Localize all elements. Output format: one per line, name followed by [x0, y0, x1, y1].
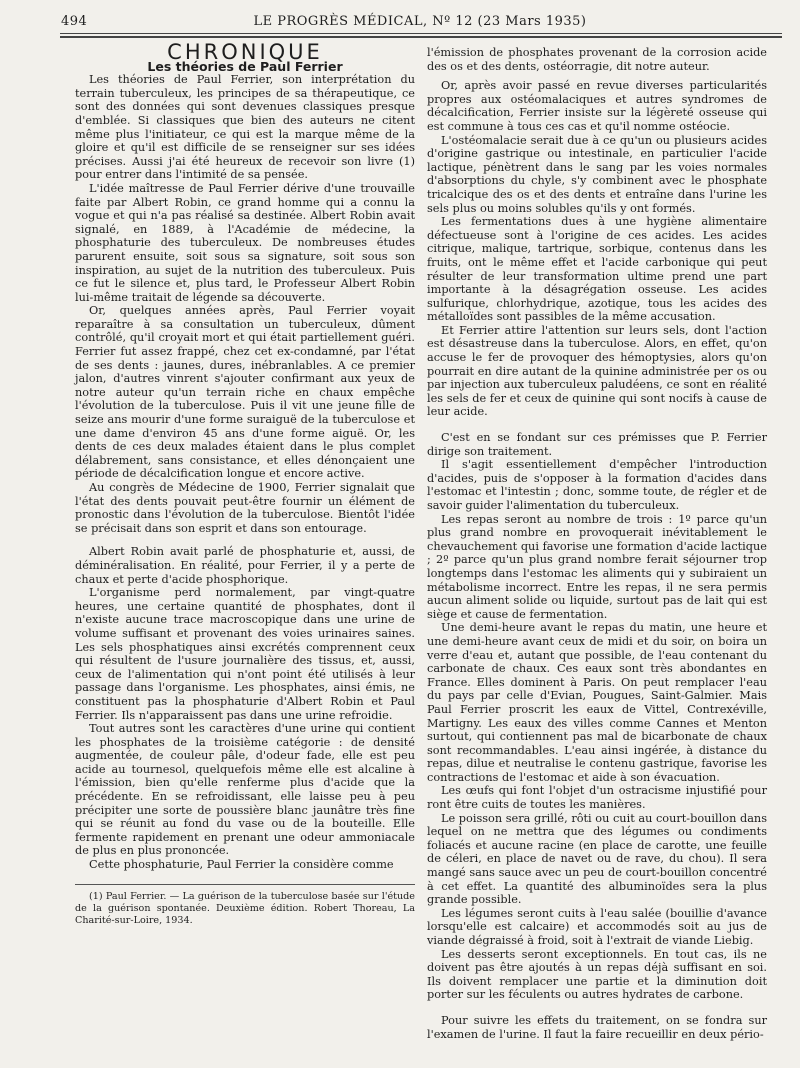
page-number: 494: [61, 14, 88, 29]
paragraph: Or, quelques années après, Paul Ferrier voyait reparaître à sa consultation un tuberculeux, dûment contrôlé, qu'il croyait mort et qui était partiellement guéri. Ferrier fut assez frappé, chez cet ex-condamné, par l'état de ses dents : jaunes, dures, inébranlables. A ce premier jalon, d'autres vinrent s'ajouter confirmant aux yeux de notre auteur qu'un terrain riche en chaux empêche l'évolution de la tuberculose. Puis il vit une jeune fille de seize ans mourir d'une forme suraiguë de la tuberculose et une dame d'environ 45 ans d'une forme aiguë. Or, les dents de ces deux malades étaient dans le plus complet délabrement, sans consistance, et elles dénonçaient une période de décalcification longue et encore active.: [75, 304, 415, 481]
paragraph: C'est en se fondant sur ces prémisses que P. Ferrier dirige son traitement.: [427, 431, 767, 458]
right-column: [427, 46, 767, 1041]
paragraph: Les théories de Paul Ferrier, son interprétation du terrain tuberculeux, les principes de sa thérapeutique, ce sont des données qui sont devenues classiques presque d'emblée. Si classiques que bien des auteurs ne citent même plus l'initiateur, ce qui est la marque même de la gloire et qu'il est difficile de se renseigner sur ses idées précises. Aussi j'ai été heureux de recevoir son livre (1) pour entrer dans l'intimité de sa pensée.: [75, 73, 415, 182]
header-rule-thick: [60, 36, 782, 38]
paragraph: L'organisme perd normalement, par vingt-quatre heures, une certaine quantité de phosphates, dont il n'existe aucune trace macroscopique dans une urine de volume suffisant et provenant des voies urinaires saines. Les sels phosphatiques ainsi excrétés comprennent ceux qui résultent de l'usure journalière des tissus, et, aussi, ceux de l'alimentation qui n'ont point été utilisés à leur passage dans l'organisme. Les phosphates, ainsi émis, ne constituent pas la phosphaturie d'Albert Robin et Paul Ferrier. Ils n'apparaissent pas dans une urine refroidie.: [75, 586, 415, 722]
paragraph: Tout autres sont les caractères d'une urine qui contient les phosphates de la troisième catégorie : de densité augmentée, de couleur pâle, d'odeur fade, elle est peu acide au tournesol, quelquefois même elle est alcaline à l'émission, bien qu'elle renferme plus d'acide que la précédente. En se refroidissant, elle laisse peu à peu précipiter une sorte de poussière blanc jaunâtre très fine qui se réunit au fond du vase ou de la bouteille. Elle fermente rapidement en prenant une odeur ammoniacale de plus en plus prononcée.: [75, 722, 415, 858]
paragraph-gap: [427, 1002, 767, 1014]
section-heading: CHRONIQUE: [167, 40, 323, 64]
paragraph: Les œufs qui font l'objet d'un ostracisme injustifié pour ront être cuits de toutes les manières.: [427, 784, 767, 812]
footnote-rule: [75, 884, 415, 885]
paragraph: Au congrès de Médecine de 1900, Ferrier signalait que l'état des dents pouvait peut-être fournir un élément de pronostic dans l'évolution de la tuberculose. Bientôt l'idée se précisait dans son esprit et dans son entourage.: [75, 481, 415, 535]
paragraph: Albert Robin avait parlé de phosphaturie et, aussi, de déminéralisation. En réalité, pour Ferrier, il y a perte de chaux et perte d'acide phosphorique.: [75, 545, 415, 586]
paragraph: Les légumes seront cuits à l'eau salée (bouillie d'avance lorsqu'elle est calcaire) et accommodés soit au jus de viande dégraissé à froid, soit à l'extrait de viande Liebig.: [427, 906, 767, 947]
paragraph: Pour suivre les effets du traitement, on se fondra sur l'examen de l'urine. Il faut la faire recueillir en deux pério-: [427, 1013, 767, 1041]
paragraph: Les repas seront au nombre de trois : 1º parce qu'un plus grand nombre en provoquerait inévitablement le chevauchement qui favorise une formation d'acide lactique ; 2º parce qu'un plus grand nombre ferait séjourner trop longtemps dans l'estomac les aliments qui y subiraient un métabolisme incorrect. Entre les repas, il ne sera permis aucun aliment solide ou liquide, surtout pas de lait qui est siège et cause de fermentation.: [427, 512, 767, 621]
journal-title: LE PROGRÈS MÉDICAL, Nº 12 (23 Mars 1935): [253, 14, 587, 29]
article-title: Les théories de Paul Ferrier: [147, 58, 343, 74]
paragraph: Le poisson sera grillé, rôti ou cuit au court-bouillon dans lequel on ne mettra que des légumes ou condiments foliacés et aucune racine (en place de carotte, une feuille de céleri, en place de navet ou de rave, du chou). Il sera mangé sans sauce avec un peu de court-bouillon concentré à cet effet. La quantité des albuminoïdes sera la plus grande possible.: [427, 811, 767, 907]
footnote: (1) Paul Ferrier. — La guérison de la tuberculose basée sur l'étude de la guérison spontanée. Deuxième édition. Robert Thoreau, La Charité-sur-Loire, 1934.: [75, 890, 415, 926]
paragraph: l'émission de phosphates provenant de la corrosion acide des os et des dents, ostéorragie, dit notre auteur.: [427, 46, 767, 73]
paragraph: L'idée maîtresse de Paul Ferrier dérive d'une trouvaille faite par Albert Robin, ce grand homme qui a connu la vogue et qui n'a pas réalisé sa destinée. Albert Robin avait signalé, en 1889, à l'Académie de médecine, la phosphaturie des tuberculeux. De nombreuses études parurent ensuite, soit sous sa signature, soit sous son inspiration, au sujet de la nutrition des tuberculeux. Puis ce fut le silence et, plus tard, le Professeur Albert Robin lui-même traitait de légende sa découverte.: [75, 181, 415, 304]
paragraph: Or, après avoir passé en revue diverses particularités propres aux ostéomalaciques et autres syndromes de décalcification, Ferrier insiste sur la légèreté osseuse qui est commune à tous ces cas et qu'il nomme ostéocie.: [427, 79, 767, 133]
running-header: [55, 10, 785, 32]
paragraph: Et Ferrier attire l'attention sur leurs sels, dont l'action est désastreuse dans la tuberculose. Alors, en effet, qu'on accuse le fer de provoquer des hémoptysies, alors qu'on pourrait en dire autant de la quinine administrée per os ou par injection aux tuberculeux paludéens, ce sont en réalité les sels de fer et ceux de quinine qui sont nocifs à cause de leur acide.: [427, 323, 767, 419]
paragraph-gap: [75, 535, 415, 545]
paragraph-gap: [427, 419, 767, 431]
paragraph: Les desserts seront exceptionnels. En tout cas, ils ne doivent pas être ajoutés à un repas déjà suffisant en soi. Ils doivent remplacer une partie et la diminution doit porter sur les féculents ou autres hydrates de carbone.: [427, 947, 767, 1002]
paragraph: Cette phosphaturie, Paul Ferrier la considère comme: [89, 858, 394, 872]
paragraph: L'ostéomalacie serait due à ce qu'un ou plusieurs acides d'origine gastrique ou intestinale, en particulier l'acide lactique, pénètrent dans le sang par les voies normales d'absorptions du chyle, s'y combinent avec le phosphate tricalcique des os et des dents et entraîne dans l'urine les sels plus ou moins solubles qu'ils y ont formés.: [427, 133, 767, 215]
header-rule: [60, 33, 782, 34]
paragraph: Une demi-heure avant le repas du matin, une heure et une demi-heure avant ceux de midi et du soir, on boira un verre d'eau et, autant que possible, de l'eau contenant du carbonate de chaux. Ces eaux sont très abondantes en France. Elles dominent à Paris. On peut remplacer l'eau du pays par celle d'Evian, Pougues, Saint-Galmier. Mais Paul Ferrier proscrit les eaux de Vittel, Contrexéville, Martigny. Les eaux des villes comme Cannes et Menton surtout, qui contiennent pas mal de bicarbonate de chaux sont recommandables. L'eau ainsi ingérée, à distance du repas, dilue et neutralise le contenu gastrique, favorise les contractions de l'estomac et aide à son évacuation.: [427, 621, 767, 784]
left-column: [75, 40, 415, 927]
paragraph: Les fermentations dues à une hygiène alimentaire défectueuse sont à l'origine de ces acides. Les acides citrique, malique, tartrique, sorbique, contenus dans les fruits, ont le même effet et l'acide carbonique qui peut résulter de leur transformation ultime prend une part importante à la désagrégation osseuse. Les acides sulfurique, chlorhydrique, azotique, tous les acides des métalloïdes sont passibles de la même accusation.: [427, 215, 767, 324]
paragraph: Il s'agit essentiellement d'empêcher l'introduction d'acides, puis de s'opposer à la formation d'acides dans l'estomac et l'intestin ; donc, somme toute, de régler et de savoir guider l'alimentation du tuberculeux.: [427, 458, 767, 512]
